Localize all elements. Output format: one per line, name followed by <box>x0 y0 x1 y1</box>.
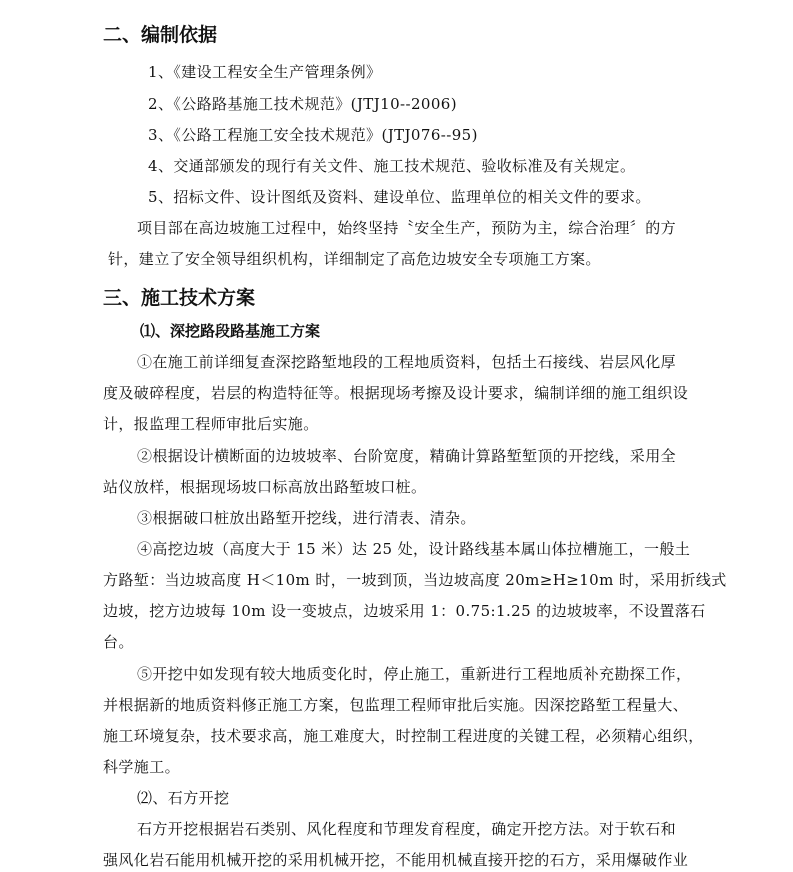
section-heading-technical-plan: 三、施工技术方案 <box>103 287 256 309</box>
basis-item-2: 2、《公路路基施工技术规范》(JTJ10--2006) <box>148 95 457 113</box>
subheading-deep-cut: ⑴、深挖路段路基施工方案 <box>140 322 321 340</box>
deep-cut-p3-line-1: ③根据破口桩放出路堑开挖线，进行清表、清杂。 <box>137 509 476 527</box>
deep-cut-p4-line-1: ④高挖边坡（高度大于 15 米）达 25 处，设计路线基本属山体拉槽施工，一般土 <box>137 540 691 558</box>
basis-item-4: 4、交通部颁发的现行有关文件、施工技术规范、验收标准及有关规定。 <box>148 157 636 175</box>
deep-cut-p4-line-2: 方路堑：当边坡高度 H＜10m 时，一坡到顶，当边坡高度 20m≥H≥10m 时，采用折线式 <box>103 571 727 589</box>
basis-item-3: 3、《公路工程施工安全技术规范》(JTJ076--95) <box>148 126 478 144</box>
deep-cut-p2-line-2: 站仪放样，根据现场坡口标高放出路堑坡口桩。 <box>103 478 427 496</box>
deep-cut-p1-line-2: 度及破碎程度，岩层的构造特征等。根据现场考擦及设计要求，编制详细的施工组织设 <box>103 384 689 402</box>
deep-cut-p5-line-1: ⑤开挖中如发现有较大地质变化时，停止施工，重新进行工程地质补充勘探工作， <box>137 665 692 683</box>
basis-paragraph-line-2: 针，建立了安全领导组织机构，详细制定了高危边坡安全专项施工方案。 <box>108 250 601 268</box>
subheading-rock-excavation: ⑵、石方开挖 <box>137 789 230 807</box>
section-heading-basis: 二、编制依据 <box>103 24 218 46</box>
basis-item-5: 5、招标文件、设计图纸及资料、建设单位、监理单位的相关文件的要求。 <box>148 188 651 206</box>
deep-cut-p5-line-3: 施工环境复杂，技术要求高，施工难度大，时控制工程进度的关键工程，必须精心组织， <box>103 727 704 745</box>
basis-paragraph-line-1: 项目部在高边坡施工过程中，始终坚持〝安全生产，预防为主，综合治理〞的方 <box>137 219 677 237</box>
basis-item-1: 1、《建设工程安全生产管理条例》 <box>148 63 382 81</box>
deep-cut-p5-line-2: 并根据新的地质资料修正施工方案，包监理工程师审批后实施。因深挖路堑工程量大、 <box>103 696 689 714</box>
rock-excavation-line-2: 强风化岩石能用机械开挖的采用机械开挖，不能用机械直接开挖的石方，采用爆破作业 <box>103 851 689 869</box>
deep-cut-p1-line-3: 计，报监理工程师审批后实施。 <box>103 415 319 433</box>
deep-cut-p1-line-1: ①在施工前详细复查深挖路堑地段的工程地质资料，包括土石接线、岩层风化厚 <box>137 353 677 371</box>
deep-cut-p4-line-4: 台。 <box>103 633 134 651</box>
deep-cut-p4-line-3: 边坡，挖方边坡每 10m 设一变坡点，边坡采用 1：0.75:1.25 的边坡坡率，不设置落石 <box>103 602 706 620</box>
deep-cut-p5-line-4: 科学施工。 <box>103 758 181 776</box>
rock-excavation-line-1: 石方开挖根据岩石类别、风化程度和节理发育程度，确定开挖方法。对于软石和 <box>137 820 677 838</box>
deep-cut-p2-line-1: ②根据设计横断面的边坡坡率、台阶宽度，精确计算路堑堑顶的开挖线，采用全 <box>137 447 677 465</box>
